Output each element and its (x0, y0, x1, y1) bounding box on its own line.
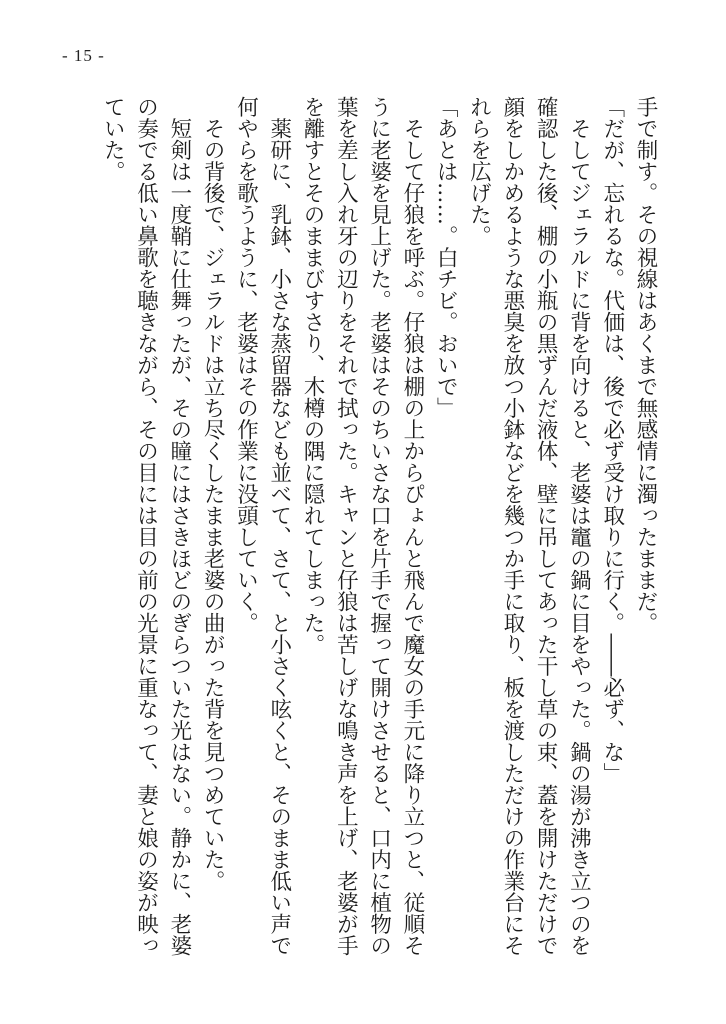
text-line: を離すとそのままびすさり、木樽の隅に隠れてしまった。 (300, 96, 326, 655)
text-line: 薬研に、乳鉢、小さな蒸留器なども並べて、さて、と小さく呟くと、そのまま低い声で (266, 96, 292, 956)
text-line: うに老婆を見上げた。老婆はそのちいさな口を片手で握って開けさせると、口内に植物の (366, 96, 392, 956)
text-line: 手で制す。その視線はあくまで無感情に濁ったままだ。 (633, 96, 658, 634)
text-line: 確認した後、棚の小瓶の黒ずんだ液体、壁に吊してあった干し草の束、蓋を開けただけで (533, 96, 559, 956)
text-line: そしてジェラルドに背を向けると、老婆は竈の鍋に目をやった。鍋の湯が沸き立つのを (566, 96, 592, 956)
text-line: 短剣は一度鞘に仕舞ったが、その瞳にはさきほどのぎらついた光はない。静かに、老婆 (166, 96, 192, 956)
text-line: 葉を差し入れ牙の辺りをそれで拭った。キャンと仔狼は苦しげな鳴き声を上げ、老婆が手 (333, 96, 359, 956)
text-line: れらを広げた。 (466, 96, 492, 247)
text-line: そして仔狼を呼ぶ。仔狼は棚の上からぴょんと飛んで魔女の手元に降り立つと、従順そ (399, 96, 425, 956)
text-line: ていた。 (100, 96, 126, 182)
text-line: 「だが、忘れるな。代価は、後で必ず受け取りに行く。――必ず、な」 (599, 96, 625, 784)
vertical-text-body (52, 96, 662, 976)
text-line: 何やらを歌うように、老婆はその作業に没頭していく。 (233, 96, 259, 634)
text-line: その背後で、ジェラルドは立ち尽くしたまま老婆の曲がった背を見つめていた。 (200, 96, 226, 892)
text-line: の奏でる低い鼻歌を聴きながら、その目には目の前の光景に重なって、妻と娘の姿が映っ (133, 96, 159, 956)
page-number: - 15 - (62, 46, 105, 65)
text-line: 顔をしかめるような悪臭を放つ小鉢などを幾つか手に取り、板を渡しただけの作業台にそ (499, 96, 525, 956)
text-line: 「あとは……。白チビ。おいで」 (433, 96, 459, 419)
